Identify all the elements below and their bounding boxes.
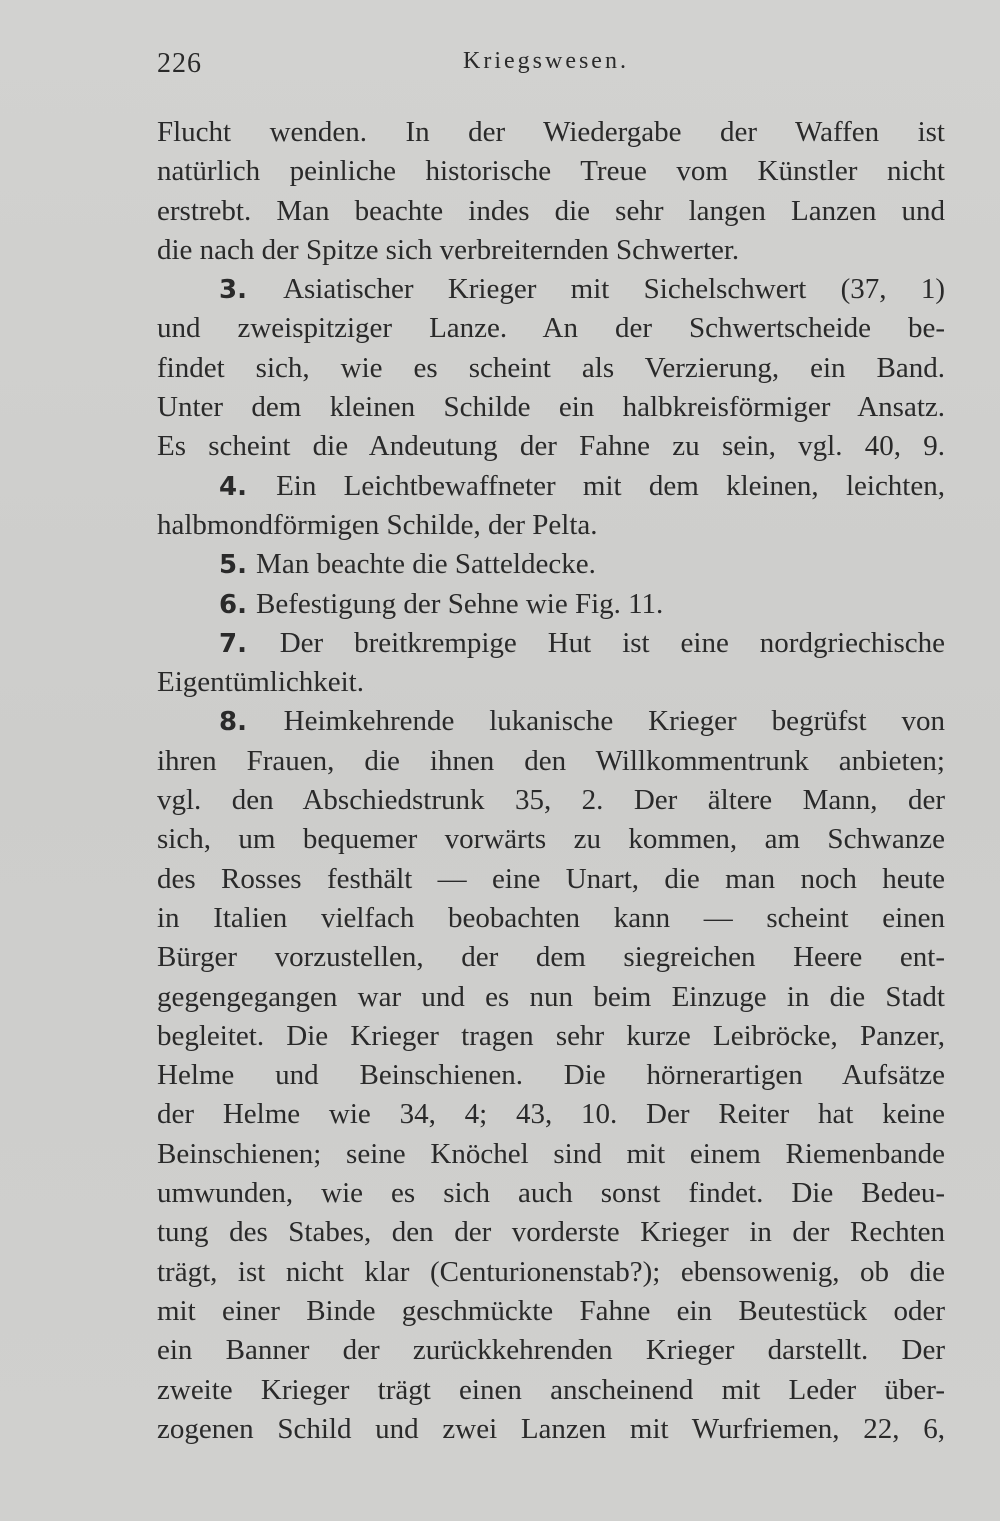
line-text: in Italien vielfach beobachten kann — scheint einen (157, 901, 945, 934)
item-number: 3. (219, 275, 284, 306)
line-text: Asiatischer Krieger mit Sichelschwert (37, 1) (283, 273, 945, 306)
line-text: Der breitkrempige Hut ist eine nordgriechische (279, 626, 945, 659)
text-line (157, 1410, 945, 1449)
line-text: des Rosses festhält — eine Unart, die man noch heute (157, 862, 945, 895)
line-text: tung des Stabes, den der vorderste Krieger in der Rechten (157, 1216, 945, 1249)
line-text: Unter dem kleinen Schilde ein halbkreisförmiger Ansatz. (157, 391, 945, 424)
text-line (157, 427, 945, 466)
line-text: und zweispitziger Lanze. An der Schwertscheide be- (157, 312, 945, 345)
text-line (157, 1292, 945, 1331)
line-text: vgl. den Abschiedstrunk 35, 2. Der ältere Mann, der (157, 784, 945, 817)
line-text: zogenen Schild und zwei Lanzen mit Wurfriemen, 22, 6, (157, 1412, 945, 1445)
text-line (157, 663, 945, 702)
page-number: 226 (157, 48, 202, 79)
text-line (157, 388, 945, 427)
text-line (157, 1056, 945, 1095)
text-line (157, 860, 945, 899)
line-text: mit einer Binde geschmückte Fahne ein Beutestück oder (157, 1294, 945, 1327)
text-line (157, 113, 945, 152)
text-line (157, 1135, 945, 1174)
item-number: 6. (219, 589, 257, 620)
text-line (157, 192, 945, 231)
item-number: 7. (219, 628, 280, 659)
text-line (157, 1371, 945, 1410)
text-line (157, 545, 945, 584)
text-line (157, 781, 945, 820)
body-text (157, 113, 945, 1449)
text-line (157, 938, 945, 977)
line-text: findet sich, wie es scheint als Verzierung, ein Band. (157, 351, 945, 384)
text-line (157, 1213, 945, 1252)
line-text: umwunden, wie es sich auch sonst findet. Die Bedeu- (157, 1177, 945, 1210)
line-text: Bürger vorzustellen, der dem siegreichen Heere ent- (157, 941, 945, 974)
line-text: die nach der Spitze sich verbreiternden Schwerter. (157, 233, 740, 266)
page-header (155, 42, 945, 82)
text-line (157, 152, 945, 191)
line-text: Befestigung der Sehne wie Fig. 11. (256, 587, 664, 620)
text-line (157, 1174, 945, 1213)
text-line (157, 1253, 945, 1292)
line-text: Ein Leichtbewaffneter mit dem kleinen, leichten, (276, 469, 945, 502)
line-text: halbmondförmigen Schilde, der Pelta. (157, 508, 598, 541)
line-text: natürlich peinliche historische Treue vom Künstler nicht (157, 155, 945, 188)
text-line (157, 702, 945, 741)
line-text: ihren Frauen, die ihnen den Willkommentrunk anbieten; (157, 744, 945, 777)
text-line (157, 467, 945, 506)
text-line (157, 309, 945, 348)
line-text: sich, um bequemer vorwärts zu kommen, am Schwanze (157, 823, 945, 856)
line-text: Heimkehrende lukanische Krieger begrüfst von (283, 705, 945, 738)
line-text: begleitet. Die Krieger tragen sehr kurze Leibröcke, Panzer, (157, 1019, 945, 1052)
text-line (157, 349, 945, 388)
item-number: 8. (219, 707, 284, 738)
line-text: Helme und Beinschienen. Die hörnerartigen Aufsätze (157, 1059, 945, 1092)
text-line (157, 899, 945, 938)
item-number: 5. (219, 550, 257, 581)
text-line (157, 585, 945, 624)
line-text: Eigentümlichkeit. (157, 666, 364, 699)
text-line (157, 270, 945, 309)
line-text: Es scheint die Andeutung der Fahne zu sein, vgl. 40, 9. (157, 430, 945, 463)
text-line (157, 231, 945, 270)
line-text: zweite Krieger trägt einen anscheinend mit Leder über- (157, 1373, 945, 1406)
item-number: 4. (219, 471, 277, 502)
line-text: ein Banner der zurückkehrenden Krieger darstellt. Der (157, 1334, 945, 1367)
text-line (157, 1017, 945, 1056)
line-text: erstrebt. Man beachte indes die sehr langen Lanzen und (157, 194, 945, 227)
text-line (157, 506, 945, 545)
running-head: Kriegswesen. (463, 48, 629, 74)
line-text: Beinschienen; seine Knöchel sind mit einem Riemenbande (157, 1137, 945, 1170)
line-text: Flucht wenden. In der Wiedergabe der Waffen ist (157, 116, 945, 148)
text-line (157, 742, 945, 781)
line-text: Man beachte die Satteldecke. (256, 548, 596, 581)
line-text: trägt, ist nicht klar (Centurionenstab?); ebensowenig, ob die (157, 1255, 945, 1288)
text-line (157, 820, 945, 859)
text-line (157, 1331, 945, 1370)
text-line (157, 978, 945, 1017)
line-text: gegengegangen war und es nun beim Einzuge in die Stadt (157, 980, 945, 1013)
text-line (157, 624, 945, 663)
text-line (157, 1095, 945, 1134)
line-text: der Helme wie 34, 4; 43, 10. Der Reiter hat keine (157, 1098, 945, 1131)
